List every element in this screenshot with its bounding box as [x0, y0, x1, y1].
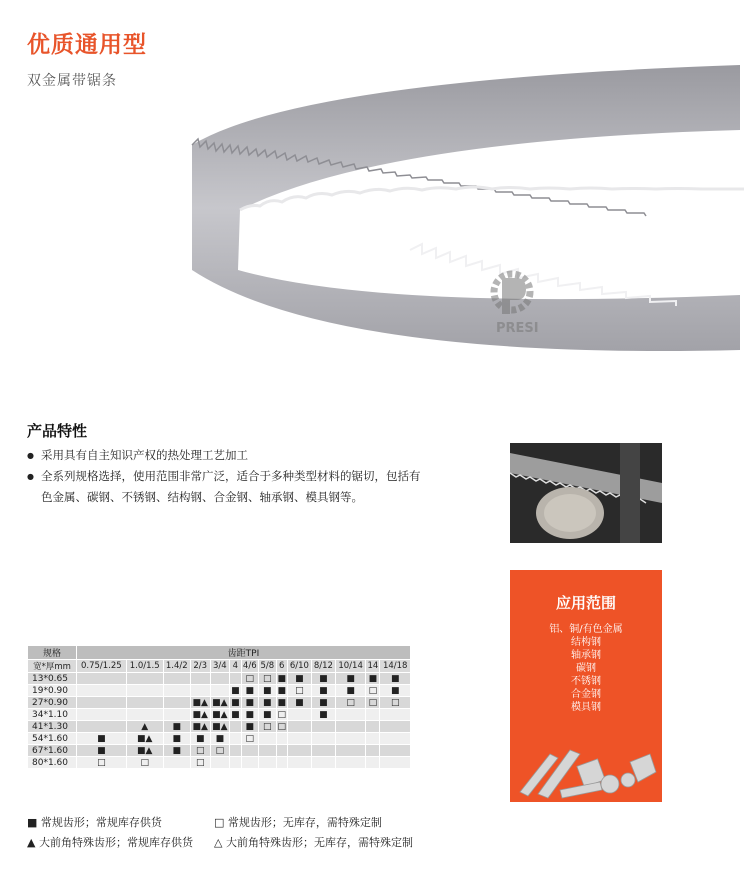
- tpi-mark-cell: [163, 709, 190, 721]
- table-row: [28, 757, 411, 769]
- size-cell: 54*1.60: [28, 733, 77, 745]
- tpi-mark-cell: □: [190, 745, 210, 757]
- tpi-mark-cell: [276, 733, 287, 745]
- tpi-mark-cell: □: [335, 697, 365, 709]
- tpi-mark-cell: ■: [163, 745, 190, 757]
- size-cell: 34*1.10: [28, 709, 77, 721]
- tpi-mark-cell: [230, 673, 241, 685]
- tpi-mark-cell: [276, 757, 287, 769]
- tpi-mark-cell: [311, 745, 335, 757]
- tpi-column-header: 6/10: [287, 660, 311, 673]
- tpi-mark-cell: ■: [366, 673, 380, 685]
- tpi-header: 齿距TPI: [76, 646, 410, 660]
- tpi-mark-cell: [287, 721, 311, 733]
- tpi-mark-cell: [259, 733, 277, 745]
- table-row: [28, 745, 411, 757]
- features-title: 产品特性: [27, 422, 88, 440]
- svg-text:PRESI: PRESI: [496, 321, 539, 336]
- tpi-mark-cell: [190, 685, 210, 697]
- tpi-mark-cell: □: [366, 685, 380, 697]
- application-item: 轴承钢: [571, 650, 601, 661]
- tpi-mark-cell: [163, 697, 190, 709]
- legend-item: □ 常规齿形；无库存，需特殊定制: [214, 816, 382, 829]
- tpi-mark-cell: □: [241, 673, 259, 685]
- tpi-spec-table: [27, 645, 411, 769]
- tpi-mark-cell: ■: [287, 697, 311, 709]
- tpi-column-header: 4/6: [242, 661, 257, 671]
- tpi-mark-cell: [287, 757, 311, 769]
- tpi-mark-cell: □: [76, 757, 126, 769]
- legend-item: ▲ 大前角特殊齿形；常规库存供货: [27, 836, 193, 849]
- tpi-mark-cell: □: [380, 697, 411, 709]
- tpi-mark-cell: ■: [259, 685, 277, 697]
- size-cell: 13*0.65: [28, 673, 77, 685]
- tpi-mark-cell: ■: [287, 673, 311, 685]
- band-saw-blade-image: [180, 60, 750, 360]
- tpi-mark-cell: □: [190, 757, 210, 769]
- size-cell: 41*1.30: [28, 721, 77, 733]
- tpi-mark-cell: [163, 685, 190, 697]
- tpi-mark-cell: ■: [277, 685, 286, 696]
- tpi-mark-cell: [335, 745, 365, 757]
- tpi-mark-cell: [380, 757, 411, 769]
- tpi-mark-cell: [76, 697, 126, 709]
- steel-profiles-image: [510, 732, 662, 802]
- tpi-mark-cell: ■▲: [210, 697, 230, 709]
- tpi-mark-cell: [287, 709, 311, 721]
- tpi-mark-cell: ■: [210, 733, 230, 745]
- tpi-mark-cell: □: [210, 745, 230, 757]
- tpi-mark-cell: ■: [76, 745, 126, 757]
- tpi-mark-cell: ■▲: [126, 733, 163, 745]
- tpi-mark-cell: ■: [231, 709, 240, 720]
- tpi-mark-cell: [230, 757, 241, 769]
- tpi-mark-cell: ■: [380, 685, 411, 697]
- tpi-column-header: 4: [230, 660, 241, 673]
- application-item: 铝、铜/有色金属: [549, 624, 623, 635]
- tpi-mark-cell: [210, 673, 230, 685]
- tpi-mark-cell: ■: [241, 709, 259, 721]
- tpi-mark-cell: ■: [311, 685, 335, 697]
- feature-item: ● 采用具有自主知识产权的热处理工艺加工: [27, 445, 427, 466]
- tpi-mark-cell: ■▲: [126, 745, 163, 757]
- tpi-mark-cell: ■▲: [190, 709, 210, 721]
- tpi-mark-cell: [210, 685, 230, 697]
- tpi-mark-cell: [366, 733, 380, 745]
- tpi-column-header: 0.75/1.25: [76, 660, 126, 673]
- cutting-photo-image: [510, 443, 662, 543]
- tpi-mark-cell: [210, 757, 230, 769]
- tpi-mark-cell: ■: [380, 673, 411, 685]
- size-cell: 80*1.60: [28, 757, 77, 769]
- tpi-column-header: 5/8: [260, 661, 275, 671]
- tpi-mark-cell: [287, 733, 311, 745]
- tpi-mark-cell: [380, 721, 411, 733]
- tpi-column-header: 14/18: [380, 660, 411, 673]
- tpi-mark-cell: □: [287, 685, 311, 697]
- tpi-mark-cell: [287, 745, 311, 757]
- legend-item: ■ 常规齿形；常规库存供货: [27, 816, 162, 829]
- size-cell: 27*0.90: [28, 697, 77, 709]
- tpi-mark-cell: [163, 757, 190, 769]
- size-cell: 19*0.90: [28, 685, 77, 697]
- tpi-mark-cell: [241, 745, 259, 757]
- tpi-mark-cell: ■▲: [210, 721, 230, 733]
- tpi-mark-cell: [230, 721, 241, 733]
- tpi-column-header: 10/14: [335, 660, 365, 673]
- tpi-mark-cell: [259, 757, 277, 769]
- application-item: 结构钢: [571, 637, 601, 648]
- tpi-mark-cell: [366, 721, 380, 733]
- tpi-mark-cell: ■: [163, 733, 190, 745]
- tpi-column-header: 8/12: [311, 660, 335, 673]
- tpi-mark-cell: ■: [259, 697, 277, 709]
- tpi-mark-cell: [311, 733, 335, 745]
- tpi-mark-cell: [366, 757, 380, 769]
- tpi-mark-cell: ■: [231, 697, 240, 708]
- spec-header: 规格: [28, 646, 77, 660]
- application-item: 合金钢: [571, 689, 601, 700]
- table-row: [28, 709, 411, 721]
- application-title: 应用范围: [555, 594, 616, 612]
- tpi-mark-cell: ■: [277, 697, 286, 708]
- tpi-mark-cell: [380, 745, 411, 757]
- table-row: [28, 721, 411, 733]
- tpi-mark-cell: [276, 745, 287, 757]
- tpi-mark-cell: [380, 709, 411, 721]
- tpi-mark-cell: ■: [231, 685, 240, 696]
- table-row: [28, 673, 411, 685]
- tpi-mark-cell: ■: [241, 721, 259, 733]
- tpi-mark-cell: ■: [241, 685, 259, 697]
- tpi-mark-cell: ■: [277, 673, 286, 684]
- tpi-mark-cell: ■: [311, 673, 335, 685]
- tpi-column-header: 1.0/1.5: [126, 660, 163, 673]
- page-title: 优质通用型: [27, 32, 147, 58]
- table-row: [28, 697, 411, 709]
- tpi-mark-cell: [380, 733, 411, 745]
- legend-left: [27, 813, 193, 853]
- tpi-mark-cell: ■: [76, 733, 126, 745]
- tpi-mark-cell: [366, 709, 380, 721]
- tpi-mark-cell: [76, 709, 126, 721]
- legend-item: △ 大前角特殊齿形；无库存，需特殊定制: [214, 836, 413, 849]
- tpi-mark-cell: ■: [311, 709, 335, 721]
- legend-right: [214, 813, 413, 853]
- tpi-mark-cell: [335, 709, 365, 721]
- tpi-mark-cell: □: [366, 697, 380, 709]
- tpi-column-header: 3/4: [210, 660, 230, 673]
- tpi-mark-cell: ▲: [126, 721, 163, 733]
- tpi-mark-cell: □: [277, 709, 286, 720]
- tpi-mark-cell: [190, 673, 210, 685]
- application-item: 模具钢: [571, 702, 601, 713]
- feature-item: ● 全系列规格选择，使用范围非常广泛，适合于多种类型材料的锯切，包括有色金属、碳钢、不锈钢、结构钢、合金钢、轴承钢、模具钢等。: [27, 466, 427, 508]
- tpi-mark-cell: [126, 673, 163, 685]
- tpi-mark-cell: [230, 745, 241, 757]
- tpi-mark-cell: [335, 757, 365, 769]
- page-subtitle: 双金属带锯条: [27, 73, 117, 89]
- tpi-mark-cell: ■: [259, 709, 277, 721]
- tpi-mark-cell: [259, 745, 277, 757]
- tpi-mark-cell: [126, 709, 163, 721]
- tpi-mark-cell: ■▲: [190, 697, 210, 709]
- features-list: [27, 445, 427, 508]
- tpi-mark-cell: [76, 673, 126, 685]
- tpi-column-header: 1.4/2: [163, 660, 190, 673]
- tpi-mark-cell: □: [277, 721, 286, 732]
- tpi-mark-cell: [335, 733, 365, 745]
- application-item: 碳钢: [576, 663, 596, 674]
- tpi-column-header: 14: [367, 661, 379, 671]
- tpi-mark-cell: [311, 721, 335, 733]
- tpi-mark-cell: [335, 721, 365, 733]
- tpi-mark-cell: [311, 757, 335, 769]
- tpi-mark-cell: ■: [311, 697, 335, 709]
- application-item: 不锈钢: [571, 676, 601, 687]
- tpi-mark-cell: ■: [163, 721, 190, 733]
- tpi-mark-cell: □: [259, 673, 277, 685]
- tpi-mark-cell: ■: [190, 733, 210, 745]
- tpi-mark-cell: □: [241, 733, 259, 745]
- tpi-mark-cell: ■: [335, 673, 365, 685]
- tpi-mark-cell: ■▲: [210, 709, 230, 721]
- tpi-mark-cell: □: [259, 721, 277, 733]
- tpi-column-header: 6: [276, 660, 287, 673]
- tpi-mark-cell: [126, 697, 163, 709]
- tpi-mark-cell: [126, 685, 163, 697]
- tpi-mark-cell: ■▲: [190, 721, 210, 733]
- tpi-mark-cell: [366, 745, 380, 757]
- tpi-mark-cell: [76, 685, 126, 697]
- application-list: [510, 623, 662, 714]
- tpi-mark-cell: [76, 721, 126, 733]
- tpi-mark-cell: [241, 757, 259, 769]
- tpi-mark-cell: [230, 733, 241, 745]
- table-row: [28, 685, 411, 697]
- tpi-mark-cell: [163, 673, 190, 685]
- width-header: 宽*厚mm: [28, 660, 77, 673]
- size-cell: 67*1.60: [28, 745, 77, 757]
- tpi-mark-cell: ■: [335, 685, 365, 697]
- tpi-mark-cell: □: [126, 757, 163, 769]
- table-row: [28, 733, 411, 745]
- tpi-mark-cell: ■: [241, 697, 259, 709]
- tpi-column-header: 2/3: [190, 660, 210, 673]
- application-panel: [510, 570, 662, 802]
